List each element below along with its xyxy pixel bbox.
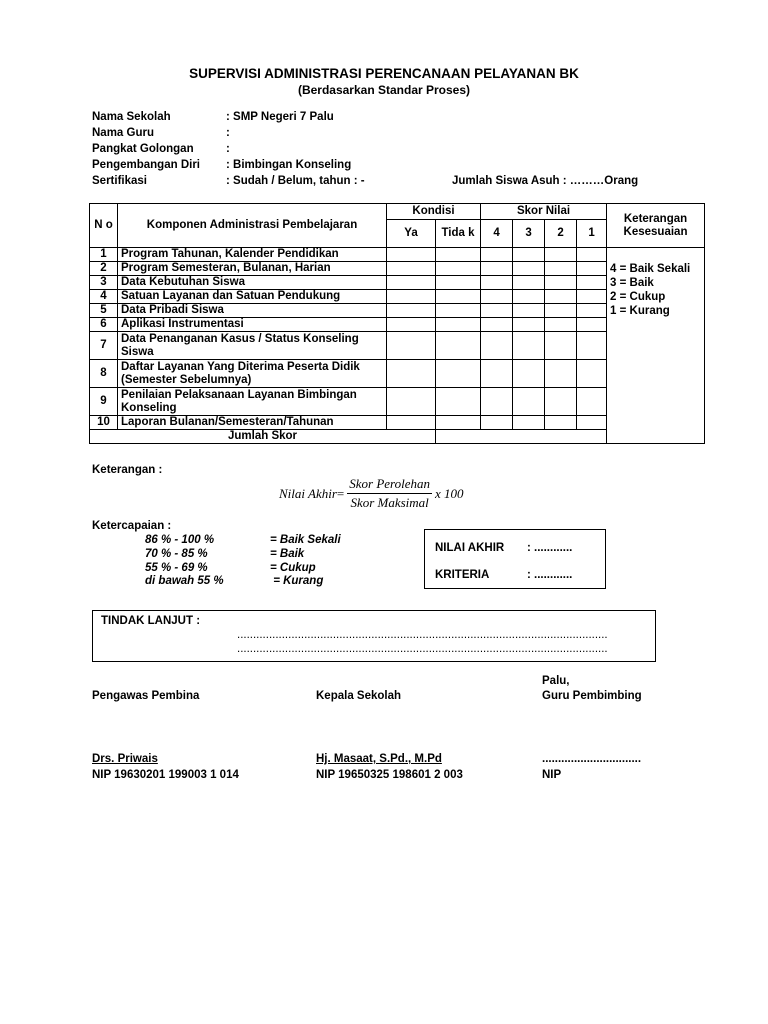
cell-ya[interactable] (387, 304, 436, 318)
cell-score[interactable] (513, 276, 545, 290)
kriteria-value[interactable]: : ............ (527, 569, 573, 581)
header-score-4: 4 (481, 220, 513, 248)
row-komponen: Program Tahunan, Kalender Pendidikan (118, 248, 387, 262)
cell-score[interactable] (577, 248, 607, 262)
guru-nip: NIP (542, 769, 562, 781)
cell-ya[interactable] (387, 416, 436, 430)
cell-score[interactable] (481, 416, 513, 430)
cell-tidak[interactable] (436, 290, 481, 304)
row-no: 10 (90, 416, 118, 430)
info-value: : (226, 143, 230, 155)
cell-score[interactable] (513, 416, 545, 430)
info-row-nama-guru (92, 127, 230, 139)
nilai-akhir-box (424, 529, 606, 589)
info-row-nama-sekolah (92, 111, 334, 123)
row-komponen: Data Pribadi Siswa (118, 304, 387, 318)
ketercapaian-kategori: = Cukup (270, 562, 316, 574)
info-value: : (226, 127, 230, 139)
cell-ya[interactable] (387, 388, 436, 416)
keterangan-item: 2 = Cukup (610, 291, 666, 303)
row-komponen: Penilaian Pelaksanaan Layanan Bimbingan Konseling (118, 388, 387, 416)
row-komponen: Satuan Layanan dan Satuan Pendukung (118, 290, 387, 304)
ketercapaian-range: di bawah 55 % (145, 575, 224, 587)
cell-ya[interactable] (387, 276, 436, 290)
cell-score[interactable] (545, 318, 577, 332)
cell-score[interactable] (545, 248, 577, 262)
keterangan-label: Keterangan : (92, 464, 163, 476)
page-subtitle: (Berdasarkan Standar Proses) (297, 83, 471, 97)
info-label: Pengembangan Diri (92, 159, 200, 171)
cell-score[interactable] (545, 262, 577, 276)
signature-place: Palu, (542, 675, 570, 687)
cell-score[interactable] (513, 318, 545, 332)
header-score-2: 2 (545, 220, 577, 248)
header-kondisi: Kondisi (387, 204, 481, 220)
header-komponen: Komponen Administrasi Pembelajaran (118, 204, 387, 248)
ketercapaian-range: 70 % - 85 % (145, 548, 208, 560)
jumlah-skor-label: Jumlah Skor (90, 430, 436, 444)
cell-score[interactable] (577, 290, 607, 304)
row-no: 7 (90, 332, 118, 360)
row-no: 1 (90, 248, 118, 262)
cell-score[interactable] (513, 262, 545, 276)
ketercapaian-row (145, 548, 304, 560)
header-score-3: 3 (513, 220, 545, 248)
kepsek-title: Kepala Sekolah (316, 690, 402, 702)
cell-score[interactable] (545, 360, 577, 388)
kepsek-name: Hj. Masaat, S.Pd., M.Pd (316, 753, 442, 765)
cell-ya[interactable] (387, 248, 436, 262)
keterangan-item: 1 = Kurang (610, 305, 670, 317)
info-row-pengembangan (92, 159, 351, 171)
jumlah-skor-value[interactable] (436, 430, 607, 444)
ketercapaian-kategori: = Baik Sekali (270, 534, 341, 546)
kriteria-row (435, 569, 572, 581)
cell-score[interactable] (545, 304, 577, 318)
row-komponen: Laporan Bulanan/Semesteran/Tahunan (118, 416, 387, 430)
cell-score[interactable] (481, 262, 513, 276)
cell-score[interactable] (577, 318, 607, 332)
tindak-lanjut-line[interactable]: .................................................................................................................... (237, 643, 608, 655)
cell-score[interactable] (513, 304, 545, 318)
info-row-sertifikasi (92, 175, 365, 187)
keterangan-item: 4 = Baik Sekali (610, 263, 691, 275)
row-no: 3 (90, 276, 118, 290)
cell-ya[interactable] (387, 262, 436, 276)
formula-nilai-akhir (279, 476, 464, 511)
formula-equals: = (336, 485, 345, 501)
cell-score[interactable] (545, 388, 577, 416)
info-label: Nama Guru (92, 127, 154, 139)
cell-ya[interactable] (387, 360, 436, 388)
formula-denominator: Skor Maksimal (350, 495, 429, 510)
tindak-lanjut-label: TINDAK LANJUT : (101, 615, 201, 627)
ketercapaian-row (145, 562, 316, 574)
cell-tidak[interactable] (436, 262, 481, 276)
cell-score[interactable] (481, 290, 513, 304)
row-no: 5 (90, 304, 118, 318)
cell-tidak[interactable] (436, 318, 481, 332)
cell-tidak[interactable] (436, 416, 481, 430)
cell-ya[interactable] (387, 290, 436, 304)
header-skor-nilai: Skor Nilai (481, 204, 607, 220)
cell-score[interactable] (545, 276, 577, 290)
kriteria-label: KRITERIA (435, 569, 490, 581)
cell-score[interactable] (577, 388, 607, 416)
table-row (90, 248, 705, 262)
cell-tidak[interactable] (436, 332, 481, 360)
nilai-akhir-row (435, 542, 572, 554)
jumlah-siswa-asuh: Jumlah Siswa Asuh : ………Orang (452, 175, 639, 187)
supervision-table (89, 203, 705, 444)
nilai-akhir-value[interactable]: : ............ (527, 542, 573, 554)
header-score-1: 1 (577, 220, 607, 248)
tindak-lanjut-line[interactable]: .................................................................................................................... (237, 629, 608, 641)
page-title: SUPERVISI ADMINISTRASI PERENCANAAN PELAYANAN BK (189, 66, 579, 81)
row-no: 9 (90, 388, 118, 416)
cell-ya[interactable] (387, 318, 436, 332)
ketercapaian-row (145, 534, 341, 546)
header-ya: Ya (387, 220, 436, 248)
cell-score[interactable] (545, 290, 577, 304)
cell-score[interactable] (577, 360, 607, 388)
guru-name[interactable]: ............................... (542, 753, 642, 765)
cell-score[interactable] (481, 360, 513, 388)
cell-score[interactable] (481, 248, 513, 262)
cell-score[interactable] (577, 262, 607, 276)
row-no: 6 (90, 318, 118, 332)
info-label: Pangkat Golongan (92, 143, 194, 155)
cell-score[interactable] (481, 332, 513, 360)
cell-score[interactable] (545, 332, 577, 360)
cell-score[interactable] (577, 332, 607, 360)
ketercapaian-row (145, 575, 323, 587)
cell-tidak[interactable] (436, 388, 481, 416)
header-keterangan: Keterangan Kesesuaian (607, 204, 705, 248)
cell-score[interactable] (513, 332, 545, 360)
info-label: Nama Sekolah (92, 111, 171, 123)
cell-score[interactable] (481, 318, 513, 332)
ketercapaian-range: 86 % - 100 % (145, 534, 215, 546)
keterangan-item: 3 = Baik (610, 277, 654, 289)
cell-score[interactable] (481, 276, 513, 290)
cell-tidak[interactable] (436, 276, 481, 290)
cell-score[interactable] (577, 304, 607, 318)
header-tidak: Tida k (436, 220, 481, 248)
pengawas-nip: NIP 19630201 199003 1 014 (92, 769, 239, 781)
ketercapaian-kategori: = Baik (270, 548, 305, 560)
pengawas-name: Drs. Priwais (92, 753, 158, 765)
formula-numerator: Skor Perolehan (347, 476, 432, 494)
row-komponen: Aplikasi Instrumentasi (118, 318, 387, 332)
row-komponen: Data Kebutuhan Siswa (118, 276, 387, 290)
row-no: 8 (90, 360, 118, 388)
row-no: 4 (90, 290, 118, 304)
row-komponen: Program Semesteran, Bulanan, Harian (118, 262, 387, 276)
row-no: 2 (90, 262, 118, 276)
ketercapaian-range: 55 % - 69 % (145, 562, 208, 574)
ketercapaian-label: Ketercapaian : (92, 520, 172, 532)
kepsek-nip: NIP 19650325 198601 2 003 (316, 769, 463, 781)
guru-title: Guru Pembimbing (542, 690, 642, 702)
cell-score[interactable] (513, 360, 545, 388)
cell-tidak[interactable] (436, 248, 481, 262)
cell-score[interactable] (481, 388, 513, 416)
ketercapaian-kategori: = Kurang (270, 575, 324, 587)
formula-multiplier: x 100 (435, 485, 464, 501)
row-komponen: Daftar Layanan Yang Diterima Peserta Didik (Semester Sebelumnya) (118, 360, 387, 388)
info-row-pangkat (92, 143, 230, 155)
info-value: : Sudah / Belum, tahun : - (226, 175, 365, 187)
formula-fraction (347, 476, 432, 511)
cell-tidak[interactable] (436, 304, 481, 318)
cell-score[interactable] (577, 276, 607, 290)
cell-score[interactable] (513, 388, 545, 416)
header-no: N o (90, 204, 118, 248)
row-komponen: Data Penanganan Kasus / Status Konseling Siswa (118, 332, 387, 360)
info-value: : SMP Negeri 7 Palu (226, 111, 334, 123)
nilai-akhir-label: NILAI AKHIR (435, 542, 505, 554)
tindak-lanjut-box (92, 610, 656, 662)
keterangan-cell (607, 248, 705, 444)
info-value: : Bimbingan Konseling (226, 159, 352, 171)
cell-score[interactable] (513, 290, 545, 304)
formula-lhs: Nilai Akhir (279, 485, 337, 501)
pengawas-title: Pengawas Pembina (92, 690, 200, 702)
cell-tidak[interactable] (436, 360, 481, 388)
cell-score[interactable] (481, 304, 513, 318)
cell-score[interactable] (545, 416, 577, 430)
info-label: Sertifikasi (92, 175, 147, 187)
cell-ya[interactable] (387, 332, 436, 360)
cell-score[interactable] (577, 416, 607, 430)
cell-score[interactable] (513, 248, 545, 262)
